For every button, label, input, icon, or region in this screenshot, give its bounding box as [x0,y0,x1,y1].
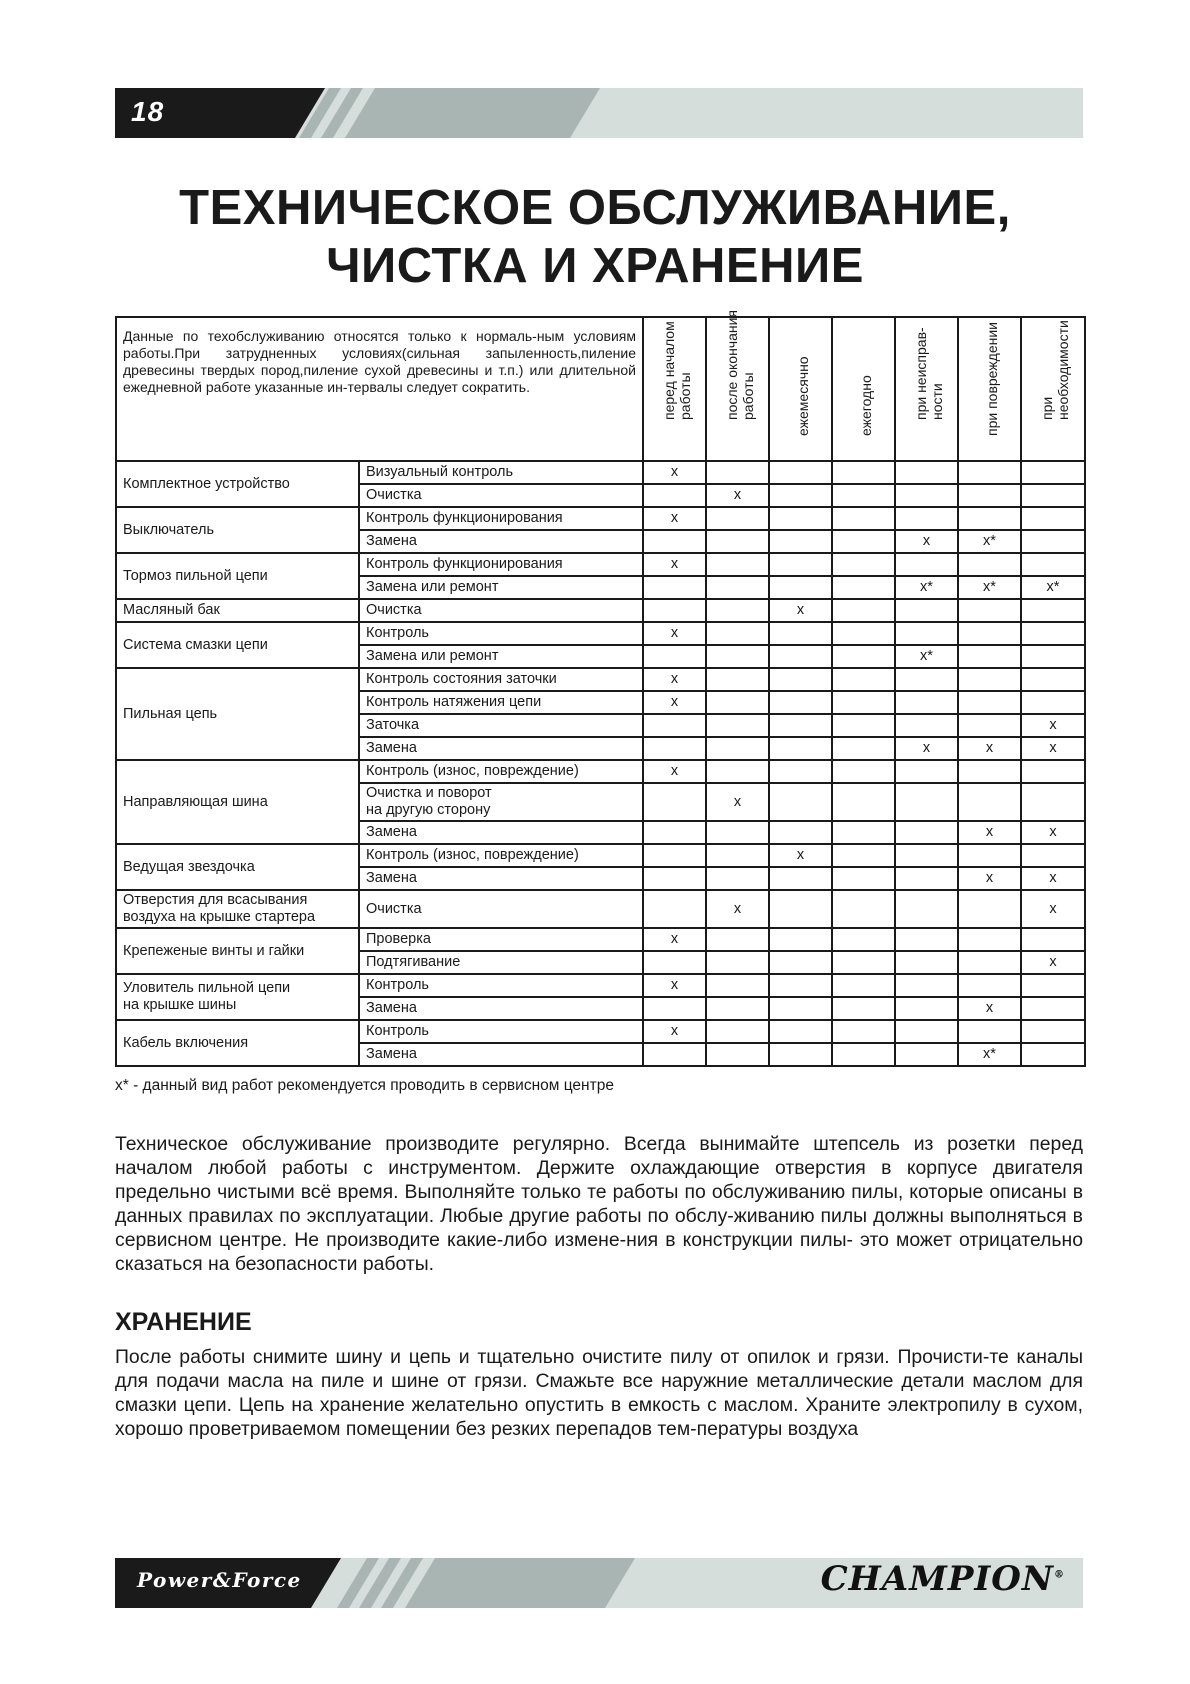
mark-cell [769,1020,832,1043]
component-cell: Масляный бак [116,599,359,622]
mark-cell [895,1020,958,1043]
mark-cell [832,645,895,668]
mark-cell [958,783,1021,821]
mark-cell [1021,1020,1085,1043]
mark-cell [895,951,958,974]
mark-cell: x [1021,951,1085,974]
action-cell: Проверка [359,928,643,951]
column-header-label: при повреждении [983,322,1000,436]
mark-cell [1021,484,1085,507]
mark-cell [895,760,958,783]
table-row [116,668,1085,691]
mark-cell [769,645,832,668]
action-cell: Замена [359,867,643,890]
column-header-label: после окончания работы [723,309,756,420]
mark-cell [769,974,832,997]
mark-cell [769,821,832,844]
mark-cell [1021,622,1085,645]
page-title [0,179,1190,295]
component-cell: Направляющая шина [116,760,359,844]
mark-cell [643,867,706,890]
maintenance-table [115,309,1086,1067]
mark-cell: x [895,530,958,553]
action-cell: Контроль функционирования [359,553,643,576]
mark-cell [706,599,769,622]
mark-cell [832,928,895,951]
mark-cell [643,1043,706,1066]
mark-cell [643,530,706,553]
mark-cell [706,997,769,1020]
component-cell: Система смазки цепи [116,622,359,668]
mark-cell: x [643,622,706,645]
table-header-row [116,317,1085,461]
mark-cell [958,507,1021,530]
mark-cell [832,997,895,1020]
mark-cell [958,760,1021,783]
table-row [116,599,1085,622]
mark-cell [706,867,769,890]
mark-cell [1021,553,1085,576]
mark-cell [769,1043,832,1066]
table-row [116,507,1085,530]
mark-cell [832,461,895,484]
action-cell: Контроль (износ, повреждение) [359,844,643,867]
mark-cell [1021,461,1085,484]
mark-cell [769,714,832,737]
action-cell: Контроль [359,622,643,645]
component-cell: Крепеженые винты и гайки [116,928,359,974]
table-row [116,553,1085,576]
mark-cell [769,668,832,691]
mark-cell [958,890,1021,928]
component-cell: Отверстия для всасывания воздуха на крышке стартера [116,890,359,928]
mark-cell [1021,599,1085,622]
mark-cell [832,668,895,691]
storage-paragraph: После работы снимите шину и цепь и тщательно очистите пилу от опилок и грязи. Прочисти-те каналы для подачи масла на пиле и шине от грязи. Смажьте все наружние металлические детали маслом для смазки цепи. Цепь на хранение желательно опустить в емкость с маслом. Храните электропилу в сухом, хорошо проветриваемом помещении без резких перепадов тем-пературы воздуха [115,1346,1083,1440]
mark-cell [895,890,958,928]
page-number: 18 [131,96,165,127]
mark-cell [706,553,769,576]
mark-cell [958,484,1021,507]
mark-cell [832,737,895,760]
mark-cell [832,867,895,890]
action-cell: Контроль натяжения цепи [359,691,643,714]
mark-cell [643,997,706,1020]
mark-cell [706,622,769,645]
mark-cell [832,890,895,928]
mark-cell [769,461,832,484]
mark-cell [895,714,958,737]
mark-cell: x [1021,737,1085,760]
mark-cell [895,622,958,645]
mark-cell [958,645,1021,668]
mark-cell [832,1043,895,1066]
column-header [895,317,958,461]
mark-cell [1021,783,1085,821]
column-header [832,317,895,461]
mark-cell: x* [895,576,958,599]
column-header-label: ежемесячно [794,356,811,436]
column-header [706,309,769,461]
action-cell: Контроль [359,974,643,997]
mark-cell: x* [958,1043,1021,1066]
mark-cell [706,951,769,974]
mark-cell [706,760,769,783]
mark-cell [1021,928,1085,951]
storage-heading: ХРАНЕНИЕ [115,1308,252,1336]
mark-cell [706,530,769,553]
action-cell: Контроль [359,1020,643,1043]
action-cell: Замена [359,1043,643,1066]
action-cell: Очистка [359,599,643,622]
mark-cell [958,928,1021,951]
mark-cell: x* [895,645,958,668]
mark-cell [832,576,895,599]
mark-cell: x [769,844,832,867]
mark-cell [958,714,1021,737]
mark-cell [706,576,769,599]
mark-cell [643,645,706,668]
column-header-label: ежегодно [857,375,874,436]
mark-cell [832,783,895,821]
mark-cell [769,484,832,507]
mark-cell [769,997,832,1020]
mark-cell [1021,530,1085,553]
action-cell: Замена или ремонт [359,645,643,668]
mark-cell: x [706,890,769,928]
action-cell: Контроль состояния заточки [359,668,643,691]
mark-cell [832,530,895,553]
mark-cell [832,974,895,997]
title-line-1: ТЕХНИЧЕСКОЕ ОБСЛУЖИВАНИЕ, [179,181,1011,235]
table-row [116,974,1085,997]
mark-cell [769,890,832,928]
mark-cell: x [1021,821,1085,844]
mark-cell [769,737,832,760]
mark-cell: x [1021,714,1085,737]
mark-cell: x [643,553,706,576]
mark-cell [832,1020,895,1043]
mark-cell: x [1021,890,1085,928]
action-cell: Замена [359,530,643,553]
mark-cell [832,821,895,844]
mark-cell [895,974,958,997]
mark-cell [1021,844,1085,867]
mark-cell [832,599,895,622]
registered-mark: ® [1054,1569,1065,1581]
mark-cell [769,530,832,553]
table-row [116,928,1085,951]
mark-cell [706,821,769,844]
mark-cell [643,890,706,928]
mark-cell [769,576,832,599]
mark-cell [895,461,958,484]
component-cell: Ведущая звездочка [116,844,359,890]
column-header [958,317,1021,461]
header-band [115,88,1083,138]
mark-cell: x* [958,530,1021,553]
mark-cell [1021,997,1085,1020]
mark-cell [895,867,958,890]
mark-cell [958,668,1021,691]
mark-cell: x [643,507,706,530]
mark-cell: x [958,867,1021,890]
component-cell: Уловитель пильной цепи на крышке шины [116,974,359,1020]
mark-cell [643,844,706,867]
table-row [116,461,1085,484]
mark-cell [895,844,958,867]
mark-cell: x [643,760,706,783]
mark-cell [769,553,832,576]
table-row [116,890,1085,928]
mark-cell [643,484,706,507]
maintenance-paragraph: Техническое обслуживание производите регулярно. Всегда вынимайте штепсель из розетки перед началом любой работы с инструментом. Держите охлаждающие отверстия в корпусе двигателя предельно чистыми всё время. Выполняйте только те работы по обслуживанию пилы, которые описаны в данных правилах по эксплуатации. Любые другие работы по обслу-живанию пилы должны выполняться в сервисном центре. Не производите какие-либо измене-ния в конструкции пилы- это может отрицательно сказаться на безопасности работы. [115,1133,1083,1275]
mark-cell [832,622,895,645]
mark-cell: x [643,668,706,691]
column-header [769,317,832,461]
mark-cell [706,507,769,530]
mark-cell [1021,645,1085,668]
mark-cell [895,691,958,714]
mark-cell: x [643,461,706,484]
mark-cell [832,951,895,974]
component-cell: Комплектное устройство [116,461,359,507]
action-cell: Заточка [359,714,643,737]
mark-cell [958,461,1021,484]
mark-cell [958,974,1021,997]
mark-cell [706,844,769,867]
mark-cell [706,714,769,737]
table-row [116,760,1085,783]
mark-cell [706,737,769,760]
component-cell: Пильная цепь [116,668,359,760]
mark-cell: x [643,974,706,997]
mark-cell [1021,1043,1085,1066]
action-cell: Очистка [359,484,643,507]
champion-logo [821,1559,1065,1599]
mark-cell [895,599,958,622]
column-header-label: перед началом работы [660,321,693,420]
mark-cell: x* [1021,576,1085,599]
mark-cell [769,691,832,714]
mark-cell [958,553,1021,576]
action-cell: Замена [359,997,643,1020]
action-cell: Очистка и поворот на другую сторону [359,783,643,821]
action-cell: Замена [359,821,643,844]
mark-cell [706,928,769,951]
mark-cell [769,783,832,821]
mark-cell [895,997,958,1020]
mark-cell [769,867,832,890]
mark-cell [895,928,958,951]
mark-cell [958,691,1021,714]
mark-cell [643,576,706,599]
mark-cell: x [958,997,1021,1020]
mark-cell [958,622,1021,645]
column-header-label: при неисправ- ности [912,327,945,420]
mark-cell [832,844,895,867]
mark-cell [832,760,895,783]
mark-cell: x* [958,576,1021,599]
mark-cell [643,714,706,737]
column-header [1021,317,1085,461]
mark-cell [895,1043,958,1066]
action-cell: Замена или ремонт [359,576,643,599]
action-cell: Контроль функционирования [359,507,643,530]
action-cell: Подтягивание [359,951,643,974]
mark-cell [958,599,1021,622]
mark-cell: x [643,691,706,714]
mark-cell [1021,760,1085,783]
footnote: x* - данный вид работ рекомендуется проводить в сервисном центре [115,1077,614,1094]
mark-cell [1021,668,1085,691]
mark-cell [832,553,895,576]
mark-cell [1021,691,1085,714]
mark-cell [643,951,706,974]
mark-cell [832,484,895,507]
mark-cell [706,1043,769,1066]
mark-cell [643,821,706,844]
mark-cell [895,668,958,691]
mark-cell: x [643,1020,706,1043]
component-cell: Кабель включения [116,1020,359,1066]
mark-cell [706,974,769,997]
column-header [643,317,706,461]
action-cell: Визуальный контроль [359,461,643,484]
mark-cell: x [643,928,706,951]
champion-logo-text: CHAMPION [820,1559,1054,1599]
mark-cell: x [706,484,769,507]
mark-cell: x [706,783,769,821]
action-cell: Очистка [359,890,643,928]
mark-cell [832,691,895,714]
mark-cell [769,928,832,951]
mark-cell [769,622,832,645]
action-cell: Замена [359,737,643,760]
mark-cell [643,599,706,622]
table-row [116,622,1085,645]
mark-cell [1021,507,1085,530]
mark-cell [895,507,958,530]
mark-cell [643,737,706,760]
mark-cell [832,714,895,737]
component-cell: Тормоз пильной цепи [116,553,359,599]
mark-cell [706,691,769,714]
mark-cell: x [958,737,1021,760]
mark-cell [706,668,769,691]
mark-cell: x [895,737,958,760]
mark-cell [769,760,832,783]
table-row [116,1020,1085,1043]
mark-cell [895,783,958,821]
mark-cell [706,645,769,668]
table-intro: Данные по техобслуживанию относятся только к нормаль-ным условиям работы.При затрудненных условиях(сильная запыленность,пиление древесины твердых пород,пиление сухой древесины и т.п.) или длительной ежедневной работе указанные ин-тервалы следует сократить. [116,317,643,461]
power-force-logo: Power&Force [137,1568,302,1592]
mark-cell: x [1021,867,1085,890]
mark-cell [895,821,958,844]
mark-cell: x [769,599,832,622]
action-cell: Контроль (износ, повреждение) [359,760,643,783]
mark-cell: x [958,821,1021,844]
mark-cell [706,1020,769,1043]
mark-cell [958,951,1021,974]
column-header-label: при необходимости [1039,320,1071,420]
mark-cell [706,461,769,484]
table-row [116,844,1085,867]
mark-cell [958,844,1021,867]
mark-cell [643,783,706,821]
mark-cell [769,951,832,974]
mark-cell [895,484,958,507]
title-line-2: ЧИСТКА И ХРАНЕНИЕ [326,239,864,293]
component-cell: Выключатель [116,507,359,553]
mark-cell [958,1020,1021,1043]
mark-cell [832,507,895,530]
mark-cell [769,507,832,530]
mark-cell [895,553,958,576]
mark-cell [1021,974,1085,997]
